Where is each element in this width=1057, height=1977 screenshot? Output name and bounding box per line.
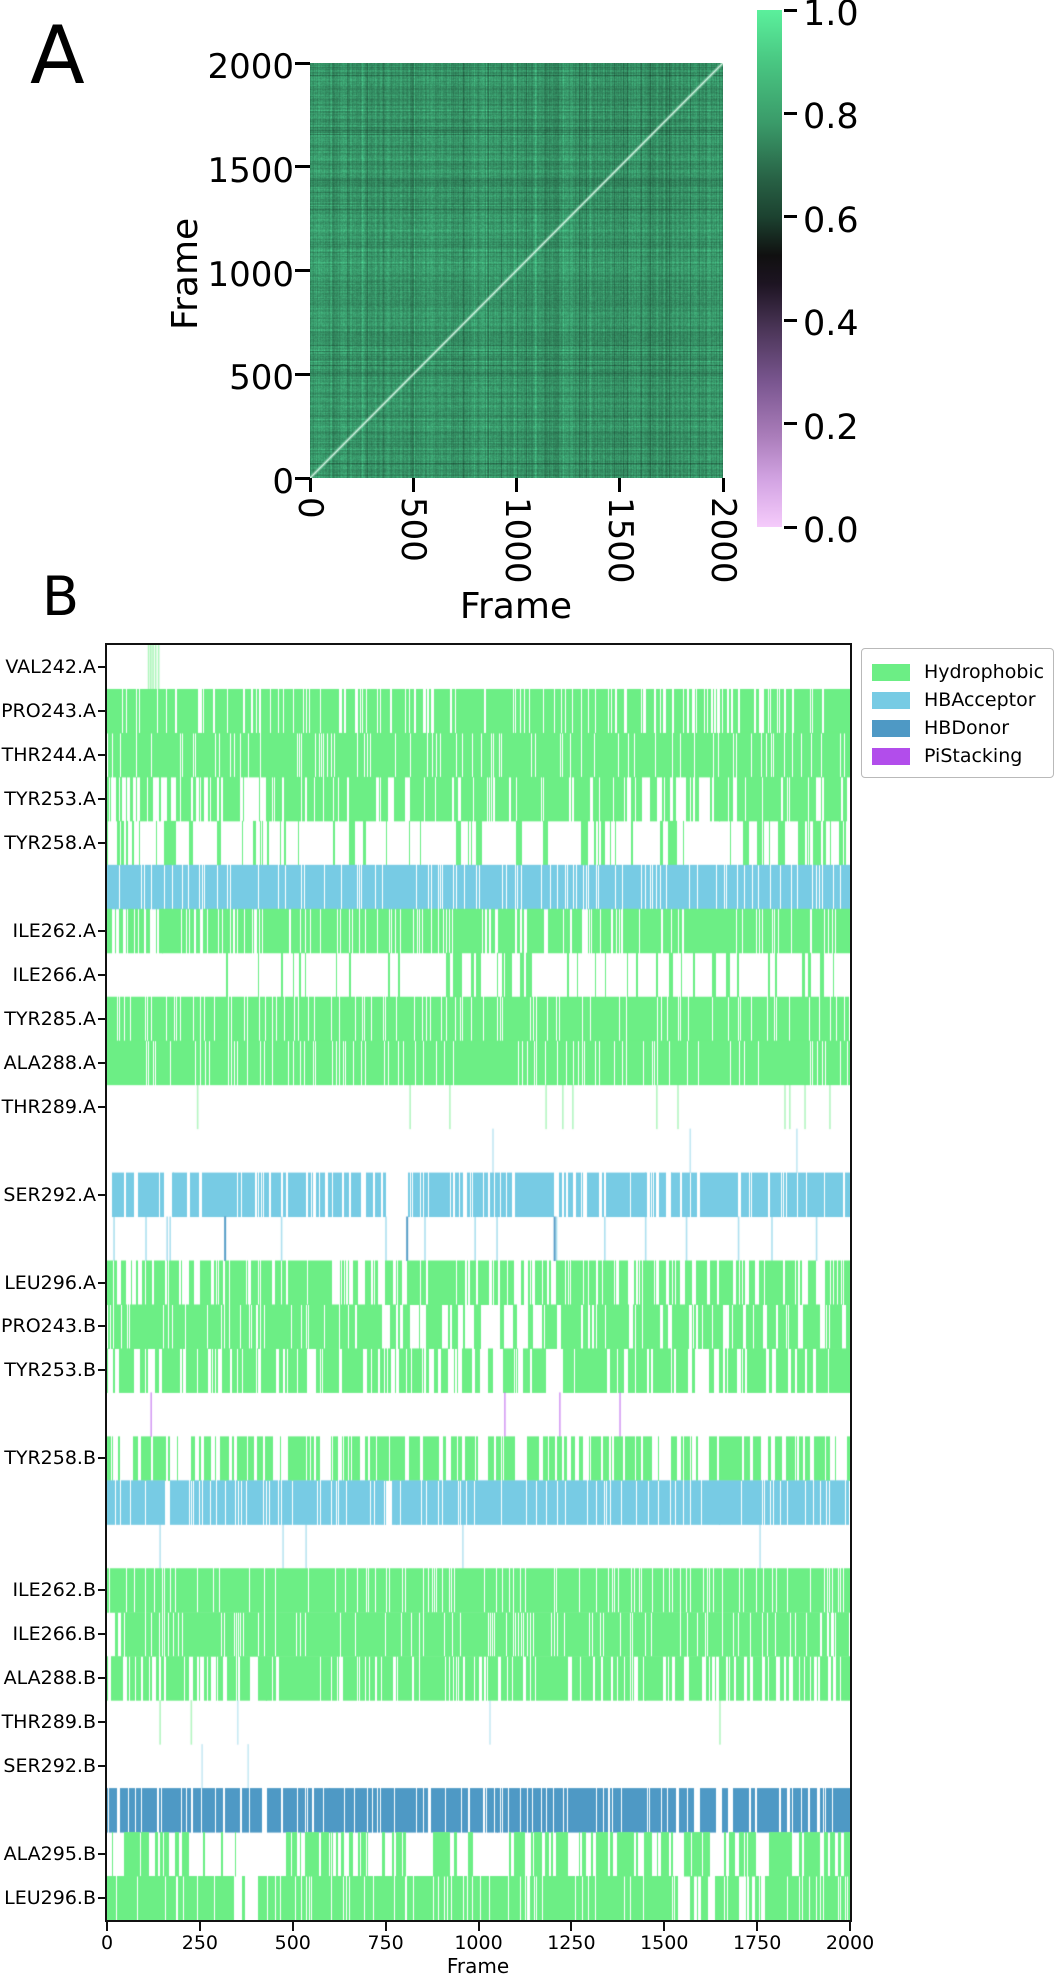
- colorbar-tick-label: 0.8: [803, 97, 859, 138]
- panel-b-xtick-label: 0: [100, 1932, 114, 1954]
- panel-a-ytick-label: 2000: [207, 47, 294, 87]
- colorbar: [757, 10, 782, 527]
- panel-b-ytick-mark: [98, 1018, 106, 1020]
- panel-b-ytick-mark: [98, 1589, 106, 1591]
- legend-label: PiStacking: [924, 744, 1023, 767]
- colorbar-tick-label: 0.4: [803, 304, 859, 345]
- panel-a-xtick-label: 0: [290, 497, 330, 519]
- colorbar-tick-label: 0.6: [803, 200, 859, 241]
- panel-a-xtick-mark: [618, 478, 621, 492]
- panel-b-xtick-label: 1500: [640, 1932, 689, 1954]
- legend-item: [870, 658, 1045, 686]
- panel-b-ytick-mark: [98, 1457, 106, 1459]
- residue-label: LEU296.A: [4, 1271, 96, 1294]
- panel-b-xtick-mark: [756, 1921, 758, 1931]
- panel-b-ytick-mark: [98, 666, 106, 668]
- colorbar-tick-mark: [784, 215, 797, 218]
- panel-a-ytick-mark: [295, 269, 310, 272]
- panel-b-ytick-mark: [98, 1325, 106, 1327]
- residue-label: TYR253.B: [4, 1359, 96, 1382]
- panel-a-ytick-mark: [295, 165, 310, 168]
- legend-item: [870, 714, 1045, 742]
- panel-a-xtick-label: 1500: [599, 497, 640, 584]
- panel-a-xtick-label: 1000: [496, 497, 537, 584]
- panel-b-ytick-mark: [98, 1062, 106, 1064]
- residue-label: ALA295.B: [3, 1843, 96, 1866]
- panel-b-ytick-mark: [98, 1106, 106, 1108]
- colorbar-tick-mark: [784, 9, 797, 12]
- panel-b-xtick-mark: [570, 1921, 572, 1931]
- legend-swatch-pistacking: [872, 748, 910, 765]
- panel-a-xlabel: Frame: [459, 586, 573, 627]
- panel-b-ytick-mark: [98, 1677, 106, 1679]
- panel-a-xtick-mark: [722, 478, 725, 492]
- colorbar-tick-label: 1.0: [803, 0, 859, 34]
- panel-b-xtick-label: 2000: [825, 1932, 875, 1954]
- residue-label: ILE262.B: [12, 1579, 96, 1602]
- panel-a-xtick-mark: [515, 478, 518, 492]
- residue-label: LEU296.B: [4, 1887, 96, 1910]
- panel-a-ytick-mark: [295, 62, 310, 65]
- panel-a-ytick-label: 1000: [207, 254, 294, 295]
- panel-b-ytick-mark: [98, 754, 106, 756]
- residue-label: TYR258.B: [4, 1447, 96, 1470]
- panel-b-label: B: [42, 565, 80, 628]
- panel-b-ytick-mark: [98, 1194, 106, 1196]
- residue-label: PRO243.A: [1, 699, 96, 722]
- interaction-legend: [861, 648, 1054, 778]
- legend-swatch-hydrophobic: [872, 664, 910, 681]
- panel-b-xtick-mark: [478, 1921, 480, 1931]
- panel-b-xtick-label: 1750: [732, 1932, 782, 1954]
- panel-b-xtick-mark: [199, 1921, 201, 1931]
- panel-a-label: A: [30, 9, 85, 102]
- residue-label: ILE266.B: [12, 1623, 96, 1646]
- panel-a-ytick-mark: [295, 373, 310, 376]
- colorbar-tick-mark: [784, 526, 797, 529]
- panel-b-ytick-mark: [98, 1369, 106, 1371]
- panel-b-ytick-mark: [98, 974, 106, 976]
- legend-item: [870, 686, 1045, 714]
- panel-b-xtick-label: 1000: [454, 1932, 503, 1954]
- panel-b-xtick-label: 250: [181, 1932, 219, 1954]
- panel-b-ytick-mark: [98, 1853, 106, 1855]
- panel-a-xtick-mark: [412, 478, 415, 492]
- interaction-timeline-plot: [105, 643, 852, 1922]
- panel-b-xtick-mark: [292, 1921, 294, 1931]
- frame-similarity-heatmap: [310, 63, 723, 478]
- panel-b-ytick-mark: [98, 1897, 106, 1899]
- colorbar-tick-mark: [784, 319, 797, 322]
- panel-b-ytick-mark: [98, 1765, 106, 1767]
- residue-label: TYR285.A: [4, 1007, 96, 1030]
- panel-b-ytick-mark: [98, 930, 106, 932]
- colorbar-tick-mark: [784, 112, 797, 115]
- residue-label: VAL242.A: [5, 655, 96, 678]
- residue-label: ALA288.B: [3, 1667, 96, 1690]
- residue-label: TYR253.A: [4, 787, 96, 810]
- legend-swatch-hbacceptor: [872, 692, 910, 709]
- panel-b-ytick-mark: [98, 1282, 106, 1284]
- colorbar-tick-label: 0.2: [803, 407, 859, 448]
- panel-a-ytick-label: 500: [229, 358, 294, 399]
- residue-label: SER292.B: [3, 1755, 96, 1778]
- legend-swatch-hbdonor: [872, 720, 910, 737]
- panel-b-ytick-mark: [98, 842, 106, 844]
- panel-a-ytick-label: 0: [272, 462, 294, 502]
- panel-a-ytick-label: 1500: [207, 150, 294, 191]
- panel-a-ylabel: Frame: [165, 217, 206, 330]
- residue-label: ALA288.A: [3, 1051, 96, 1074]
- legend-label: Hydrophobic: [924, 660, 1045, 683]
- legend-label: HBDonor: [924, 716, 1010, 739]
- colorbar-tick-mark: [784, 422, 797, 425]
- panel-b-xtick-mark: [849, 1921, 851, 1931]
- legend-label: HBAcceptor: [924, 688, 1036, 711]
- panel-b-xtick-label: 750: [367, 1932, 404, 1954]
- panel-b-ytick-mark: [98, 710, 106, 712]
- residue-label: ILE262.A: [12, 919, 96, 942]
- panel-b-ytick-mark: [98, 798, 106, 800]
- panel-b-xtick-label: 1250: [547, 1932, 596, 1954]
- panel-b-xtick-label: 500: [274, 1932, 311, 1954]
- panel-b-ytick-mark: [98, 1721, 106, 1723]
- residue-label: PRO243.B: [1, 1315, 96, 1338]
- panel-b-xtick-mark: [106, 1921, 108, 1931]
- panel-b-ytick-mark: [98, 1633, 106, 1635]
- panel-b-xlabel: Frame: [446, 1954, 510, 1977]
- residue-label: THR289.B: [1, 1711, 96, 1734]
- residue-label: ILE266.A: [12, 963, 96, 986]
- interaction-timeline-canvas: [107, 645, 850, 1920]
- panel-b-xtick-mark: [385, 1921, 387, 1931]
- residue-label: TYR258.A: [4, 831, 96, 854]
- panel-a-xtick-mark: [309, 478, 312, 492]
- legend-item: [870, 742, 1045, 770]
- panel-a-xtick-label: 2000: [703, 497, 743, 584]
- residue-label: THR244.A: [1, 743, 96, 766]
- residue-label: THR289.A: [1, 1095, 96, 1118]
- residue-label: SER292.A: [3, 1183, 96, 1206]
- panel-a-xtick-label: 500: [393, 497, 434, 562]
- panel-b-xtick-mark: [663, 1921, 665, 1931]
- colorbar-tick-label: 0.0: [803, 511, 859, 551]
